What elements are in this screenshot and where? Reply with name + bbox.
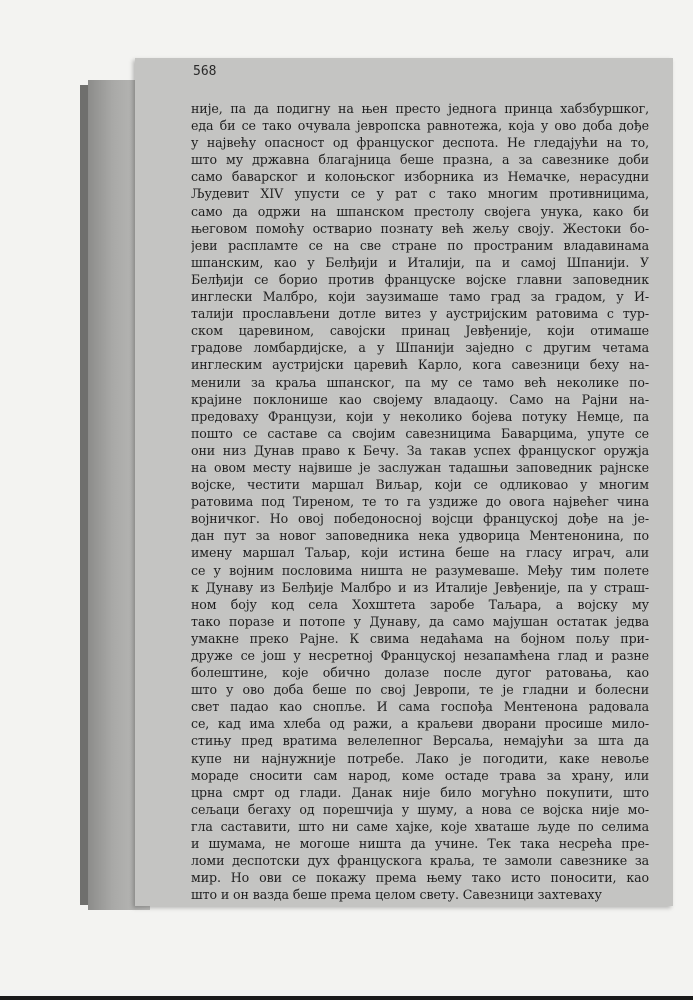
text-line: свет падао као снопље. И сама госпођа Ментенона радовала [191, 699, 649, 715]
text-line: талији прослављени дотле витез у аустријским ратовима с тур- [191, 306, 649, 322]
text-line: тако поразе и потопе у Дунаву, да само мајушан остатак једва [191, 613, 649, 629]
text-line: што му државна благајница беше празна, а за савезнике доби [191, 152, 649, 168]
text-line: гла саставити, што ни саме хајке, које хваташе људе по селима [191, 818, 649, 834]
text-line: стињу пред вратима велелепног Версаља, немајући за шта да [191, 733, 649, 749]
text-line: дан пут за новог заповедника нека удворица Ментенонина, по [191, 528, 649, 544]
text-line: инглеским аустријски царевић Карло, кога савезници беху на- [191, 357, 649, 373]
text-line: друже се још у несретној Француској незапамћена глад и разне [191, 648, 649, 663]
text-line: ратовима под Тиреном, те то га уздиже до овога највећег чина [191, 494, 649, 510]
text-line: што и он вазда беше према целом свету. Савезници захтеваху [191, 887, 602, 903]
text-line: црна смрт од глади. Данак није било могућно покупити, што [191, 784, 649, 800]
text-line: и шумама, не могоше ништа да учине. Тек така несрећа пре- [191, 836, 649, 852]
text-line: ломи деспотски дух францускога краља, те замоли савезнике за [191, 853, 649, 869]
text-line: мир. Но ови се покажу према њему тако исто поносити, као [191, 870, 649, 886]
text-line: менили за краља шпанског, па му се тамо већ неколике по- [191, 374, 649, 390]
text-line: мораде сносити сам народ, коме остаде трава за храну, или [191, 767, 649, 783]
text-line: градове ломбардијске, а у Шпанији заједно с другим четама [191, 340, 649, 356]
text-line: крајине поклонише као својему владаоцу. Само на Рајни на- [191, 391, 649, 407]
text-line: Белђији се борио против француске војске главни заповедник [191, 271, 649, 287]
scanned-page [135, 58, 673, 906]
text-line: ском царевином, савојски принац Јевђеније, који отимаше [191, 323, 649, 339]
text-line: пошто се саставе са својим савезницима Баварцима, упуте се [191, 425, 649, 441]
text-line: умакне преко Рајне. К свима недаћама на бојном пољу при- [191, 630, 649, 646]
text-line: шпанским, као у Белђији и Италији, па и самој Шпанији. У [191, 254, 649, 270]
text-line: купе ни најнужније потребе. Лако је погодити, каке невоље [191, 750, 649, 766]
scan-border-line [0, 996, 693, 1000]
text-line: војничког. Но овој победоносној војсци француској дође на је- [191, 511, 649, 527]
text-line: сељаци бегаху од порешчија у шуму, а нова се војска није мо- [191, 801, 649, 817]
text-line: к Дунаву из Белђије Малбро и из Италије Јевђеније, па у страш- [191, 579, 649, 595]
text-line: Људевит XIV упусти се у рат с тако многим противницима, [191, 186, 649, 202]
text-line: имену маршал Таљар, који истина беше на гласу играч, али [191, 545, 649, 561]
text-line: његовом помоћу остварио познату већ жељу своју. Жестоки бо- [191, 220, 649, 236]
text-line: у највећу опасност од француског деспота. Не гледајући на то, [191, 135, 649, 151]
text-line: еда би се тако очувала јевропска равнотежа, која у ово доба дође [191, 118, 649, 134]
text-line: ном боју код села Хохштета заробе Таљара, а војску му [191, 596, 649, 612]
page-number: 568 [193, 64, 217, 79]
text-line: инглески Малбро, који заузимаше тамо град за градом, у И- [191, 289, 649, 305]
text-line: само баварског и колоњског изборника из Немачке, нерасудни [191, 169, 649, 185]
text-line: није, па да подигну на њен престо једнога принца хабзбуршког, [191, 101, 649, 116]
text-line: предоваху Французи, који у неколико бојева потуку Немце, па [191, 408, 649, 424]
text-line: војске, честити маршал Виљар, који се одликовао у многим [191, 477, 649, 493]
text-line: се, кад има хлеба од ражи, а краљеви дворани просише мило- [191, 716, 649, 732]
text-line: само да одржи на шпанском престолу својега унука, како би [191, 203, 649, 219]
text-line: на овом месту највише је заслужан тадашњи заповедник рајнске [191, 459, 649, 475]
text-line: они низ Дунав право к Бечу. За такав успех француског оружја [191, 442, 649, 458]
text-line: јеви распламте се на све стране по пространим владавинама [191, 237, 649, 253]
text-line: се у војним пословима ништа не разумеваше. Међу тим полете [191, 562, 649, 578]
body-text [191, 100, 649, 903]
text-line: болештине, које обично долазе после дугог ратовања, као [191, 665, 649, 681]
text-line: што у ово доба беше по свој Јевропи, те је гладни и болесни [191, 682, 649, 698]
